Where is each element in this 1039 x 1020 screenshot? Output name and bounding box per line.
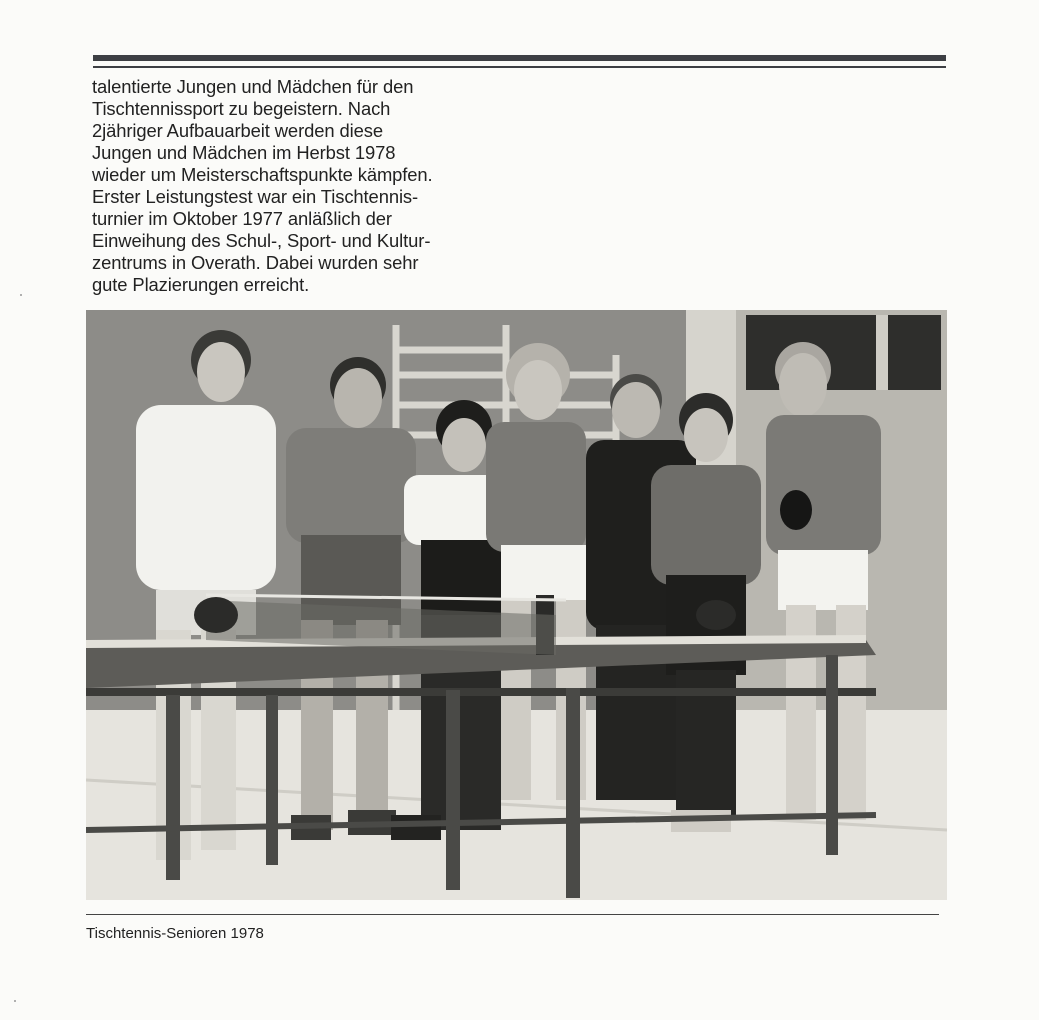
caption-rule <box>86 914 939 915</box>
article-line: Einweihung des Schul-, Sport- und Kultur- <box>92 230 431 251</box>
top-rule-thick <box>93 55 946 61</box>
window <box>746 315 941 390</box>
article-line: Jungen und Mädchen im Herbst 1978 <box>92 142 396 163</box>
team-photo <box>86 310 947 900</box>
photo-caption: Tischtennis-Senioren 1978 <box>86 925 264 942</box>
team-photo-illustration <box>86 310 947 900</box>
scan-speck <box>14 1000 16 1002</box>
scan-speck <box>20 294 22 296</box>
article-line: talentierte Jungen und Mädchen für den <box>92 76 414 97</box>
article-line: zentrums in Overath. Dabei wurden sehr <box>92 252 419 273</box>
article-line: turnier im Oktober 1977 anläßlich der <box>92 208 392 229</box>
article-line: 2jähriger Aufbauarbeit werden diese <box>92 120 383 141</box>
top-rule-thin <box>93 66 946 68</box>
article-text <box>92 76 522 296</box>
article-line: Erster Leistungstest war ein Tischtennis- <box>92 186 419 207</box>
article-line: wieder um Meisterschaftspunkte kämpfen. <box>92 164 433 185</box>
article-line: gute Plazierungen erreicht. <box>92 274 310 295</box>
article-line: Tischtennissport zu begeistern. Nach <box>92 98 391 119</box>
